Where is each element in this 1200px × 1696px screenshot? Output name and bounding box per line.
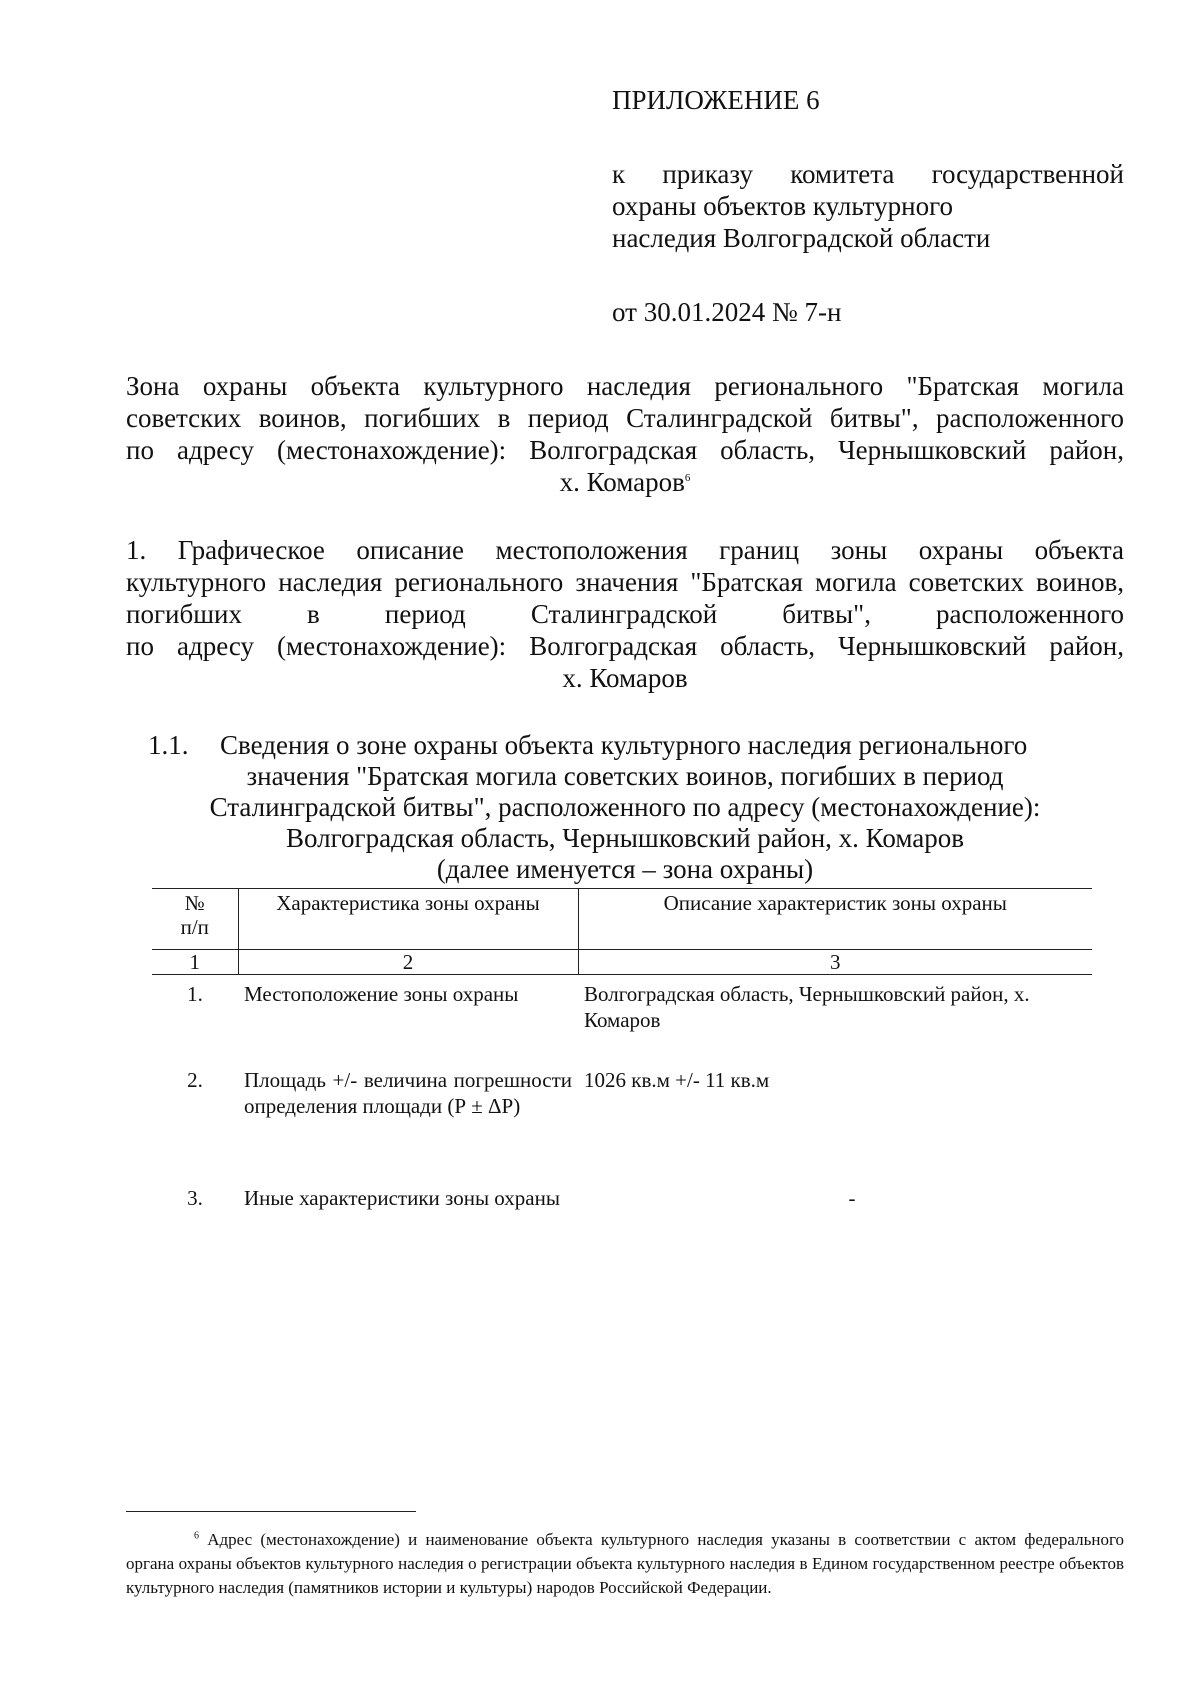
row-characteristic: Площадь +/- величина погрешности определения площади (Р ± ΔР) [244, 1068, 572, 1118]
row-characteristic: Местоположение зоны охраны [244, 982, 519, 1006]
row-description: Волгоградская область, Чернышковский район, х. Комаров [584, 982, 1030, 1032]
row-description: - [848, 1186, 856, 1210]
subsection-line-1: Сведения о зоне охраны объекта культурного наследия регионального [220, 730, 1028, 760]
table-row [152, 1061, 1092, 1179]
subsection-line-2: значения "Братская могила советских воинов, погибших в период [246, 761, 1004, 791]
heading-line-3: по адресу (местонахождение): Волгоградская область, Чернышковский район, [126, 435, 1124, 465]
subsection-line-5: (далее именуется – зона охраны) [436, 854, 814, 884]
footnote-separator [126, 1511, 416, 1512]
table-header-row [152, 889, 1092, 950]
row-description: 1026 кв.м +/- 11 кв.м [584, 1068, 770, 1092]
row-num: 2. [187, 1068, 203, 1092]
header-description: Описание характеристик зоны охраны [578, 889, 1092, 950]
appendix-date: от 30.01.2024 № 7-н [612, 297, 842, 327]
section-1-line-3: погибших в период Сталинградской битвы", расположенного [126, 599, 1124, 629]
document-heading [126, 370, 1124, 498]
heading-line-1: Зона охраны объекта культурного наследия регионального "Братская могила [126, 371, 1124, 401]
section-1-line-4: по адресу (местонахождение): Волгоградская область, Чернышковский район, [126, 631, 1124, 661]
section-1-line-2: культурного наследия регионального значения "Братская могила советских воинов, [126, 567, 1124, 597]
appendix-line-1: к приказу комитета государственной [612, 159, 1124, 189]
header-characteristic: Характеристика зоны охраны [238, 889, 578, 950]
row-num: 1. [187, 982, 203, 1006]
subsection-line-4: Волгоградская область, Чернышковский район, х. Комаров [286, 823, 964, 853]
subsection-number: 1.1. [148, 730, 189, 760]
appendix-block [612, 84, 1124, 328]
appendix-line-3: наследия Волгоградской области [612, 223, 991, 253]
footnote-reference[interactable]: 6 [684, 472, 691, 484]
col-number-2: 2 [238, 950, 578, 975]
heading-place: х. Комаров [559, 467, 685, 497]
subsection-line-3: Сталинградской битвы", расположенного по адресу (местонахождение): [209, 792, 1041, 822]
footnote [126, 1528, 1124, 1600]
appendix-line-2: охраны объектов культурного [612, 191, 953, 221]
table-row [152, 1179, 1092, 1211]
row-num: 3. [187, 1186, 203, 1210]
footnote-marker: 6 [194, 1530, 199, 1542]
footnote-text: Адрес (местонахождение) и наименование объекта культурного наследия указаны в соответствии с актом федерального органа охраны объектов культурного наследия о регистрации объекта культурного наследия в Едином государственном реестре объектов культурного наследия (памятников истории и культуры) народов Российской Федерации. [126, 1530, 1124, 1597]
header-num [152, 889, 238, 950]
row-characteristic: Иные характеристики зоны охраны [244, 1186, 560, 1210]
appendix-title: ПРИЛОЖЕНИЕ 6 [612, 85, 820, 115]
col-number-1: 1 [152, 950, 238, 975]
subsection-1-1-title [126, 730, 1124, 885]
table-column-numbers-row [152, 950, 1092, 975]
section-1-title [126, 534, 1124, 694]
section-1-line-1: 1. Графическое описание местоположения границ зоны охраны объекта [126, 535, 1124, 565]
section-1-line-5: х. Комаров [562, 663, 688, 693]
heading-line-4 [126, 466, 1124, 498]
col-number-3: 3 [578, 950, 1092, 975]
zone-table [152, 888, 1092, 1211]
header-num-label: № п/п [180, 891, 209, 939]
table-row [152, 975, 1092, 1062]
heading-line-2: советских воинов, погибших в период Сталинградской битвы", расположенного [126, 403, 1124, 433]
